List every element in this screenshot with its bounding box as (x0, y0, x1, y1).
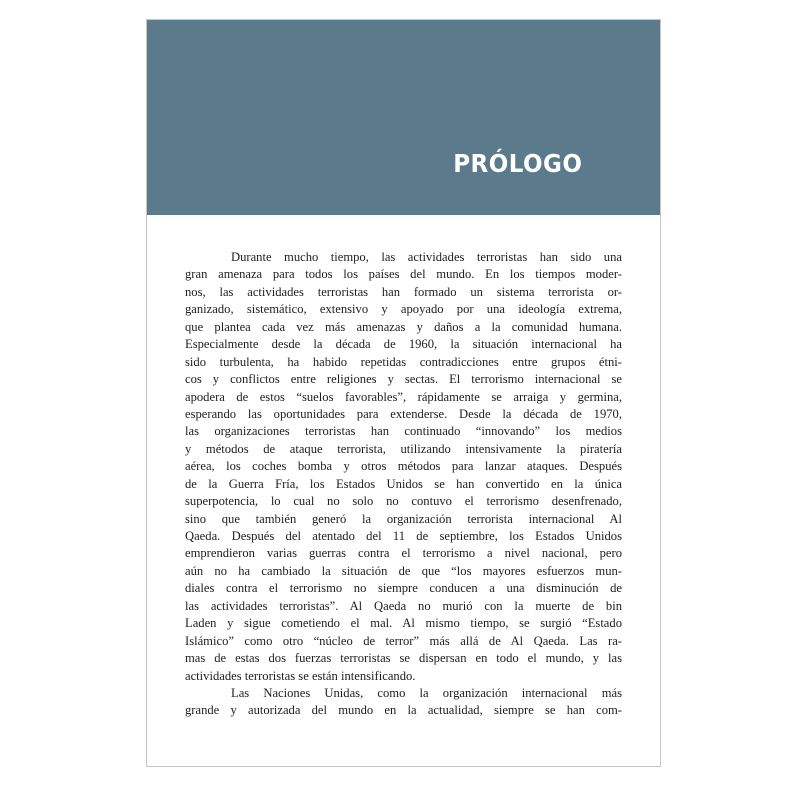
text-line: grande y autorizada del mundo en la actualidad, siempre se han com- (185, 703, 622, 718)
text-line: diales contra el terrorismo no siempre conducen a una disminución de (185, 581, 622, 596)
text-line: Durante mucho tiempo, las actividades terroristas han sido una (231, 250, 622, 264)
paragraph (185, 249, 622, 685)
text-line: mas de estas dos fuerzas terroristas se dispersan en todo el mundo, y las (185, 651, 622, 666)
book-page (146, 19, 661, 767)
text-line: apodera de estos “suelos favorables”, rápidamente se arraiga y germina, (185, 389, 622, 404)
text-line: y métodos de ataque terrorista, utilizando intensivamente la piratería (185, 441, 622, 456)
paragraph (185, 685, 622, 720)
text-line: que plantea cada vez más amenazas y daños a la comunidad humana. (185, 319, 622, 334)
text-line: Laden y sigue cometiendo el mal. Al mismo tiempo, se surgió “Estado (185, 616, 622, 631)
text-line: gran amenaza para todos los países del mundo. En los tiempos moder- (185, 267, 622, 282)
text-line: aérea, los coches bomba y otros métodos para lanzar ataques. Después (185, 459, 622, 474)
text-line: superpotencia, lo cual no solo no contuvo el terrorismo desenfrenado, (185, 494, 622, 509)
text-line: ganizado, sistemático, extensivo y apoyado por una ideología extrema, (185, 302, 622, 317)
text-line: Qaeda. Después del atentado del 11 de septiembre, los Estados Unidos (185, 529, 622, 543)
text-line: Especialmente desde la década de 1960, la situación internacional ha (185, 337, 622, 352)
text-line: Islámico” como otro “núcleo de terror” más allá de Al Qaeda. Las ra- (185, 633, 622, 648)
text-line: esperando las oportunidades para extenderse. Desde la década de 1970, (185, 406, 622, 421)
chapter-header-band (147, 20, 660, 215)
text-line: cos y conflictos entre religiones y sectas. El terrorismo internacional se (185, 372, 622, 387)
text-line: Las Naciones Unidas, como la organización internacional más (231, 685, 622, 700)
text-line: emprendieron varias guerras contra el terrorismo a nivel nacional, pero (185, 546, 622, 561)
text-line: actividades terroristas se están intensificando. (185, 668, 416, 683)
text-line: las actividades terroristas”. Al Qaeda no murió con la muerte de bin (185, 598, 622, 613)
text-line: sido turbulenta, ha habido repetidas contradicciones entre grupos étni- (185, 354, 622, 369)
chapter-title: PRÓLOGO (452, 149, 582, 178)
text-line: aún no ha cambiado la situación de que “los mayores esfuerzos mun- (185, 563, 622, 578)
text-line: nos, las actividades terroristas han formado un sistema terrorista or- (185, 284, 622, 299)
text-line: de la Guerra Fría, los Estados Unidos se han convertido en la única (185, 476, 622, 491)
text-line: las organizaciones terroristas han continuado “innovando” los medios (185, 424, 622, 439)
prologue-body (185, 249, 622, 720)
text-line: sino que también generó la organización terrorista internacional Al (185, 511, 622, 526)
